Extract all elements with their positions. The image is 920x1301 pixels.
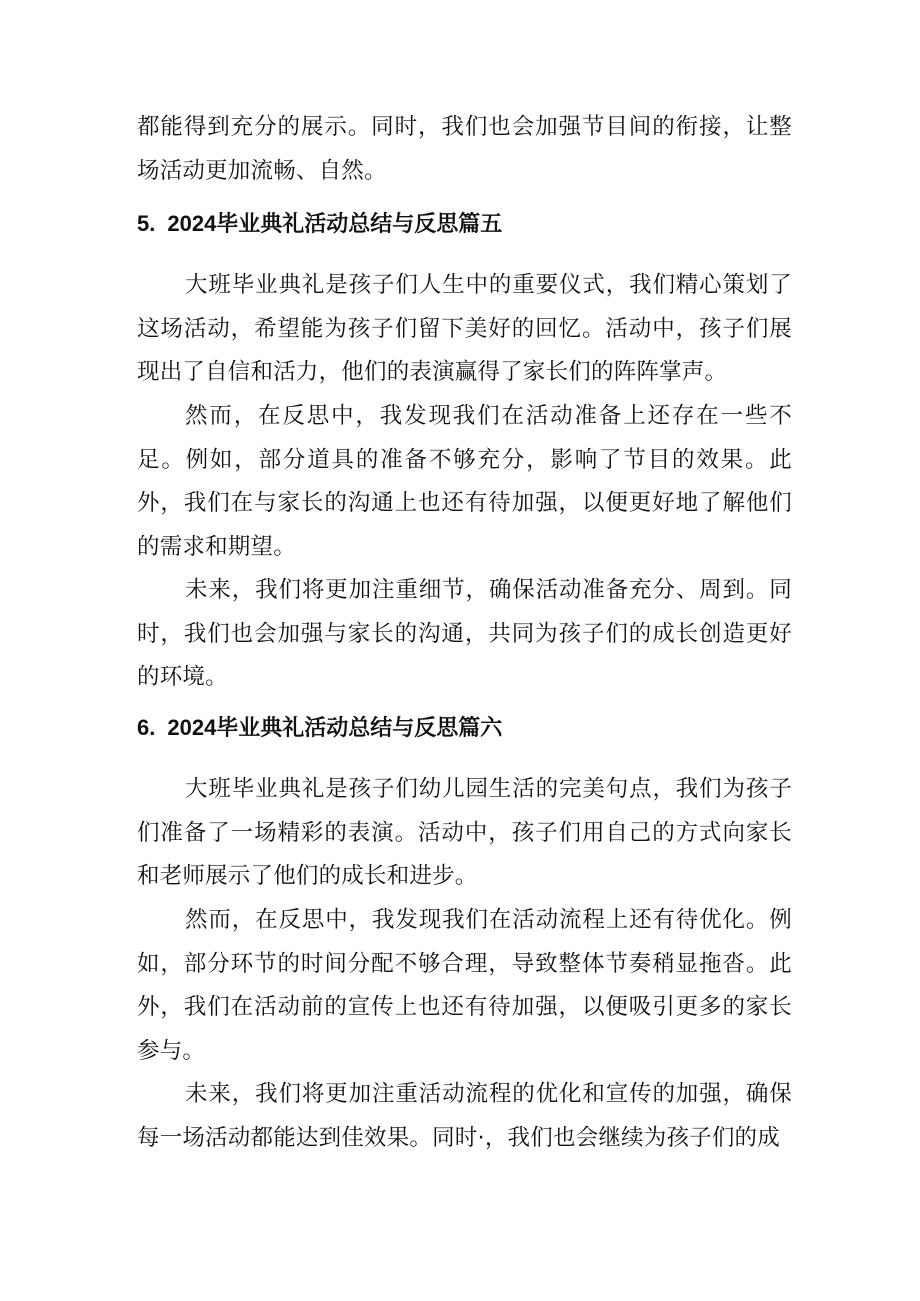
section-5-heading bbox=[137, 209, 792, 239]
section-6-title: 2024毕业典礼活动总结与反思篇六 bbox=[167, 715, 503, 740]
section-5-title: 2024毕业典礼活动总结与反思篇五 bbox=[167, 211, 503, 236]
section-6-paragraph-1: 大班毕业典礼是孩子们幼儿园生活的完美句点，我们为孩子们准备了一场精彩的表演。活动中，孩子们用自己的方式向家长和老师展示了他们的成长和进步。 bbox=[137, 776, 792, 889]
section-6-number: 6. bbox=[137, 715, 156, 740]
section-6-paragraph-3: 未来，我们将更加注重活动流程的优化和宣传的加强，确保每一场活动都能达到佳效果。同时·，我们也会继续为孩子们的成 bbox=[137, 1081, 792, 1151]
intro-continuation-paragraph: 都能得到充分的展示。同时，我们也会加强节目间的衔接，让整场活动更加流畅、自然。 bbox=[137, 114, 792, 184]
section-5-paragraph-2: 然而，在反思中，我发现我们在活动准备上还存在一些不足。例如，部分道具的准备不够充分，影响了节目的效果。此外，我们在与家长的沟通上也还有待加强，以便更好地了解他们的需求和期望。 bbox=[137, 403, 792, 560]
section-5-paragraph-3: 未来，我们将更加注重细节，确保活动准备充分、周到。同时，我们也会加强与家长的沟通，共同为孩子们的成长创造更好的环境。 bbox=[137, 577, 792, 690]
section-5-paragraph-1: 大班毕业典礼是孩子们人生中的重要仪式，我们精心策划了这场活动，希望能为孩子们留下美好的回忆。活动中，孩子们展现出了自信和活力，他们的表演赢得了家长们的阵阵掌声。 bbox=[137, 272, 792, 385]
section-5-number: 5. bbox=[137, 211, 156, 236]
section-6-heading bbox=[137, 713, 792, 743]
section-6-paragraph-2: 然而，在反思中，我发现我们在活动流程上还有待优化。例如，部分环节的时间分配不够合理，导致整体节奏稍显拖沓。此外，我们在活动前的宣传上也还有待加强，以便吸引更多的家长参与。 bbox=[137, 907, 792, 1064]
